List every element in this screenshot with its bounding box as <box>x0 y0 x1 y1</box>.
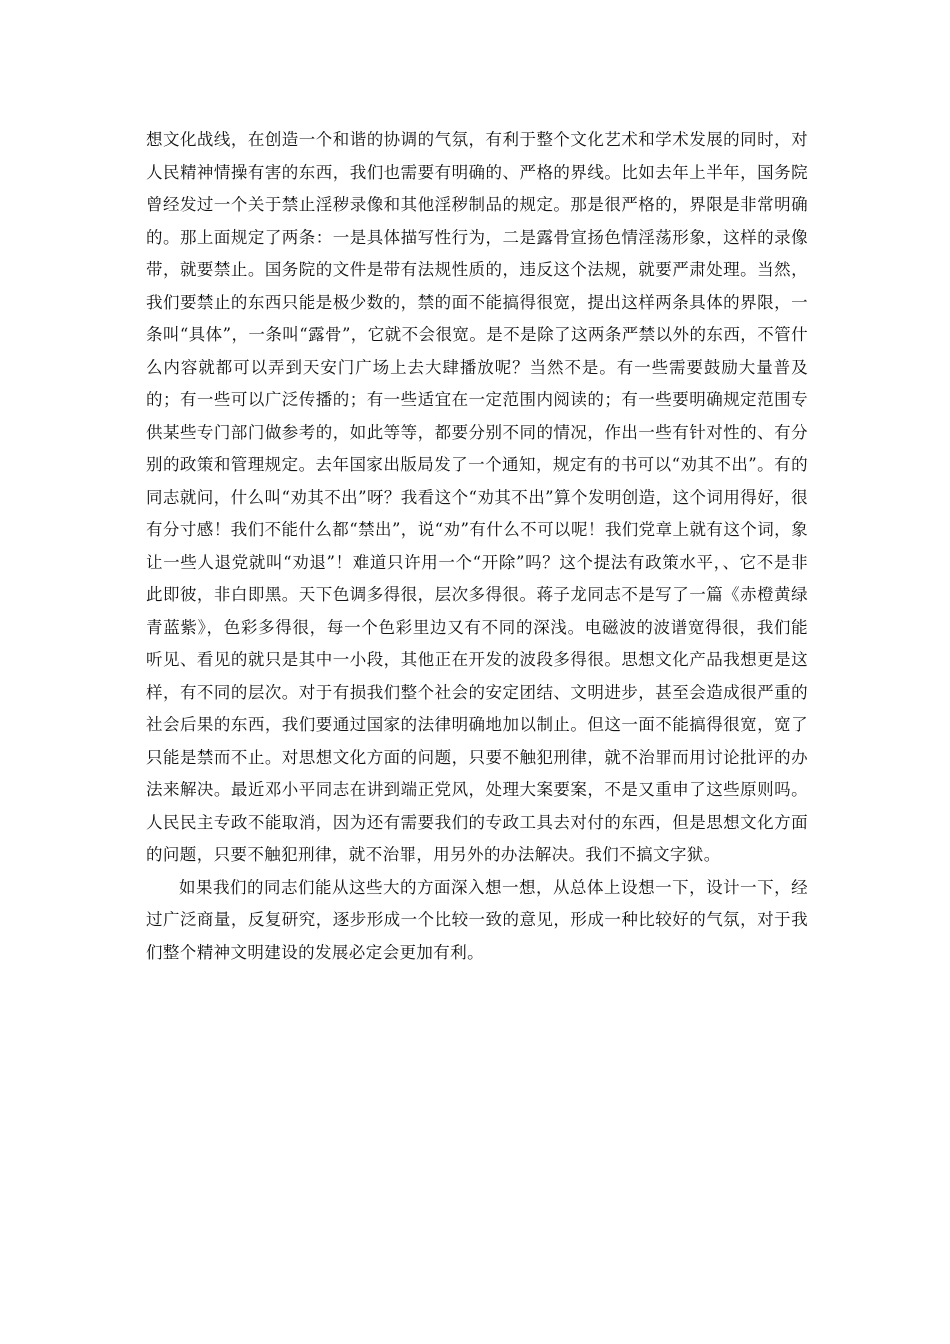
body-paragraph-2: 如果我们的同志们能从这些大的方面深入想一想，从总体上设想一下，设计一下，经过广泛商量，反复研究，逐步形成一个比较一致的意见，形成一种比较好的气氛，对于我们整个精神文明建设的发展必定会更加有利。 <box>146 877 808 962</box>
document-body <box>146 124 808 969</box>
body-paragraph-1: 想文化战线，在创造一个和谐的协调的气氛，有利于整个文化艺术和学术发展的同时，对人民精神情操有害的东西，我们也需要有明确的、严格的界线。比如去年上半年，国务院曾经发过一个关于禁止淫秽录像和其他淫秽制品的规定。那是很严格的，界限是非常明确的。那上面规定了两条：一是具体描写性行为，二是露骨宣扬色情淫荡形象，这样的录像带，就要禁止。国务院的文件是带有法规性质的，违反这个法规，就要严肃处理。当然，我们要禁止的东西只能是极少数的，禁的面不能搞得很宽，提出这样两条具体的界限，一条叫“具体”，一条叫“露骨”，它就不会很宽。是不是除了这两条严禁以外的东西，不管什么内容就都可以弄到天安门广场上去大肆播放呢？当然不是。有一些需要鼓励大量普及的；有一些可以广泛传播的；有一些适宜在一定范围内阅读的；有一些要明确规定范围专供某些专门部门做参考的，如此等等，都要分别不同的情况，作出一些有针对性的、有分别的政策和管理规定。去年国家出版局发了一个通知，规定有的书可以“劝其不出”。有的同志就问，什么叫“劝其不出”呀？我看这个“劝其不出”算个发明创造，这个词用得好，很有分寸感！我们不能什么都“禁出”，说“劝”有什么不可以呢！我们党章上就有这个词，象让一些人退党就叫“劝退”！难道只许用一个“开除”吗？这个提法有政策水平，、它不是非此即彼，非白即黑。天下色调多得很，层次多得很。蒋子龙同志不是写了一篇《赤橙黄绿青蓝紫》，色彩多得很，每一个色彩里边又有不同的深浅。电磁波的波谱宽得很，我们能听见、看见的就只是其中一小段，其他正在开发的波段多得很。思想文化产品我想更是这样，有不同的层次。对于有损我们整个社会的安定团结、文明进步，甚至会造成很严重的社会后果的东西，我们要通过国家的法律明确地加以制止。但这一面不能搞得很宽，宽了只能是禁而不止。对思想文化方面的问题，只要不触犯刑律，就不治罪而用讨论批评的办法来解决。最近邓小平同志在讲到端正党风，处理大案要案，不是又重申了这些原则吗。人民民主专政不能取消，因为还有需要我们的专政工具去对付的东西，但是思想文化方面的问题，只要不触犯刑律，就不治罪，用另外的办法解决。我们不搞文字狱。 <box>146 130 808 864</box>
